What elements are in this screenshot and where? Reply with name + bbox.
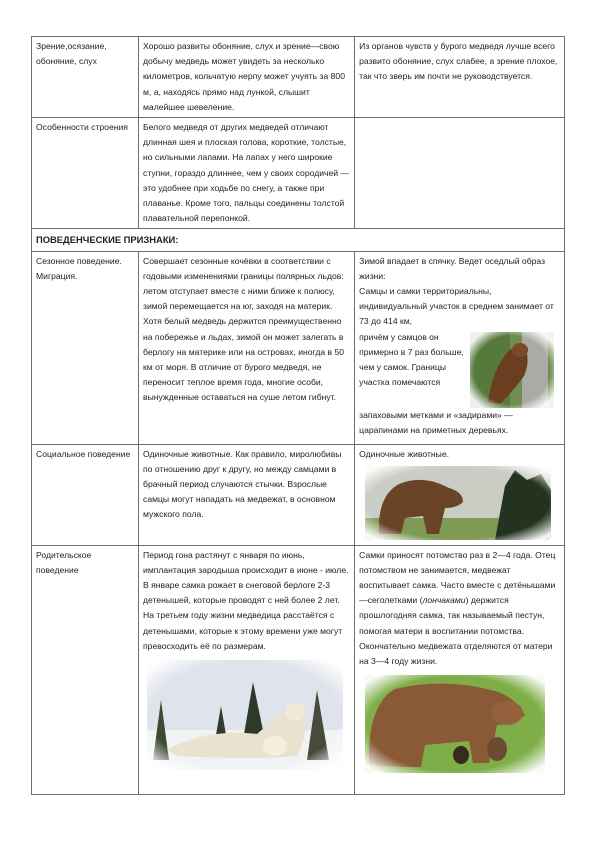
brown-bear-cell — [355, 444, 565, 545]
polar-bear-family-photo — [147, 660, 343, 770]
italic-term: лончаками — [422, 595, 466, 606]
polar-bear-cell — [139, 545, 355, 794]
table-row — [32, 545, 565, 794]
brown-text-marks: запаховыми метками и «задирами» — царапинами на приметных деревьях. — [359, 409, 513, 435]
brown-text: Самки приносят потомство раз в 2—4 года. Отец потомством не занимается, медвежат воспитывает самка. Часто вместе с детёнышами—сеголетками (лончаками) держится прошлогодняя самка, так называемый пестун, помогая матери в воспитании потомства. Окончательно медвежата отделяются от матери на 3—4 году жизни. — [359, 549, 556, 667]
brown-text-intro: Зимой впадает в спячку. Ведет оседлый образ жизни: — [359, 255, 546, 281]
polar-text: Период гона растянут с января по июнь, имплантация зародыша происходит в июне - июле. В январе самка рожает в снеговой берлоге 2-3 детенышей, которые проводят с ней более 2 лет. На третьем году жизни медведица расстаётся с детенышами, которые к этому времени уже могут превосходить её по размерам. — [143, 549, 349, 651]
polar-bear-cell: Совершает сезонные кочёвки в соответствии с годовыми изменениями границы полярных льдов: летом отступает вместе с ними ближе к полюсу, зимой перемещается на юг, заходя на материк. Хотя белый медведь держится преимущественно на побережье и льдах, зимой он может залегать в берлогу на материке или на островах, иногда в 50 км от моря. В отличие от бурого медведя, не переносит теплое время года, многие особи, вынужденные оставаться на суше летом гибнут. — [139, 251, 355, 444]
brown-bear-meadow-photo — [365, 466, 551, 540]
brown-bear-cell — [355, 118, 565, 229]
brown-bear-tree-photo — [470, 332, 554, 408]
section-header-row — [32, 229, 565, 251]
table-row — [32, 251, 565, 444]
polar-bear-cell: Одиночные животные. Как правило, миролюбивы по отношению друг к другу, но между самцами в брачный период случаются стычки. Взрослые самцы могут нападать на медвежат, в основном мужского пола. — [139, 444, 355, 545]
section-title: ПОВЕДЕНЧЕСКИЕ ПРИЗНАКИ: — [32, 229, 565, 251]
row-label: Зрение,осязание, обоняние, слух — [32, 37, 139, 118]
brown-text-territory: Самцы и самки территориальны, индивидуальный участок в среднем занимает от 73 до 414 км, — [359, 286, 554, 327]
row-label: Родительское поведение — [32, 545, 139, 794]
brown-text: Одиночные животные. — [359, 448, 449, 459]
comparison-table — [31, 36, 565, 795]
brown-bear-cell: Из органов чувств у бурого медведя лучше всего развито обоняние, слух слабее, а зрение плохое, так что зверь им почти не руководствуется. — [355, 37, 565, 118]
row-label: Социальное поведение — [32, 444, 139, 545]
row-label: Особенности строения — [32, 118, 139, 229]
row-label: Сезонное поведение. Миграция. — [32, 251, 139, 444]
table-row — [32, 444, 565, 545]
brown-text-range: причём у самцов он примерно в 7 раз больше, чем у самок. Границы участка помечаются — [359, 331, 464, 388]
polar-bear-cell: Белого медведя от других медведей отличают длинная шея и плоская голова, короткие, толстые, но сильными лапами. На лапах у него широкие ступни, гораздо длиннее, чем у своих сородичей — это удобнее при ходьбе по снегу, а также при плаванье. Кроме того, пальцы соединены толстой плавательной перепонкой. — [139, 118, 355, 229]
table-row — [32, 37, 565, 118]
brown-bear-cell — [355, 545, 565, 794]
table-row — [32, 118, 565, 229]
brown-bear-cell — [355, 251, 565, 444]
polar-bear-cell: Хорошо развиты обоняние, слух и зрение—свою добычу медведь может увидеть за несколько километров, кольчатую нерпу может учуять за 800 м, а, находясь прямо над лункой, слышит малейшее шевеление. — [139, 37, 355, 118]
brown-bear-cubs-photo — [365, 675, 545, 773]
